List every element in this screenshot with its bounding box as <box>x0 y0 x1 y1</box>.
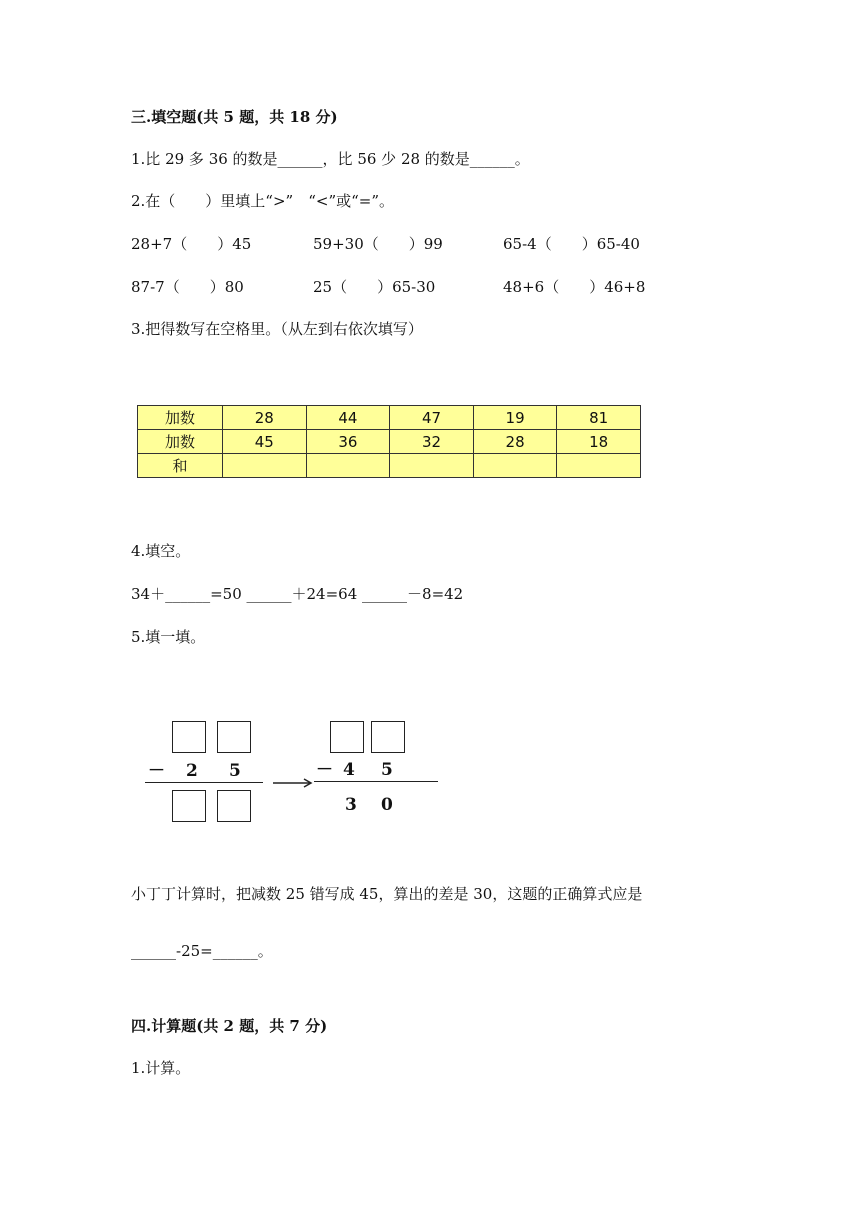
table-row <box>138 454 641 478</box>
answer-cell[interactable] <box>390 454 474 478</box>
answer-cell[interactable] <box>223 454 307 478</box>
digit-box[interactable] <box>217 721 251 753</box>
digit: 3 <box>345 795 357 815</box>
section-4-title: 四.计算题(共 2 题，共 7 分) <box>131 1017 328 1035</box>
digit: 0 <box>381 795 393 815</box>
section-3-title: 三.填空题(共 5 题，共 18 分) <box>131 108 338 126</box>
minus-sign: － <box>148 761 165 781</box>
digit-box[interactable] <box>330 721 364 753</box>
sum-line <box>314 781 438 782</box>
question-5-prompt: 5.填一填。 <box>131 628 206 646</box>
table-cell: 32 <box>390 430 474 454</box>
table-cell: 28 <box>473 430 557 454</box>
question-4-prompt: 4.填空。 <box>131 542 191 560</box>
table-cell: 45 <box>223 430 307 454</box>
compare-item: 48+6（ ）46+8 <box>503 278 646 296</box>
digit-box[interactable] <box>371 721 405 753</box>
compare-item: 87-7（ ）80 <box>131 278 244 296</box>
question-3-prompt: 3.把得数写在空格里。（从左到右依次填写） <box>131 320 423 338</box>
question-5-story: 小丁丁计算时，把减数 25 错写成 45，算出的差是 30，这题的正确算式应是 <box>131 885 643 903</box>
table-row-label: 加数 <box>138 406 223 430</box>
table-row <box>138 430 641 454</box>
right-arrow-icon <box>272 777 314 789</box>
table-row-label: 和 <box>138 454 223 478</box>
digit-box[interactable] <box>172 790 206 822</box>
answer-cell[interactable] <box>473 454 557 478</box>
table-cell: 81 <box>557 406 641 430</box>
table-row <box>138 406 641 430</box>
answer-cell[interactable] <box>306 454 390 478</box>
question-1: 1.比 29 多 36 的数是______，比 56 少 28 的数是______。 <box>131 150 530 168</box>
table-row-label: 加数 <box>138 430 223 454</box>
question-5-answer-line: ______-25=______。 <box>131 942 273 960</box>
digit: 4 <box>343 760 355 780</box>
table-cell: 44 <box>306 406 390 430</box>
table-cell: 28 <box>223 406 307 430</box>
table-cell: 47 <box>390 406 474 430</box>
compare-item: 25（ ）65-30 <box>313 278 436 296</box>
answer-cell[interactable] <box>557 454 641 478</box>
sum-table <box>137 405 641 478</box>
table-cell: 18 <box>557 430 641 454</box>
sum-line <box>145 782 263 783</box>
digit: 2 <box>186 761 198 781</box>
compare-item: 59+30（ ）99 <box>313 235 443 253</box>
compare-item: 65-4（ ）65-40 <box>503 235 640 253</box>
question-2-prompt: 2.在（ ）里填上“>” “<”或“=”。 <box>131 192 395 210</box>
table-cell: 36 <box>306 430 390 454</box>
digit-box[interactable] <box>172 721 206 753</box>
question-4-line: 34＋______=50 ______＋24=64 ______－8=42 <box>131 585 464 603</box>
digit-box[interactable] <box>217 790 251 822</box>
section-4-question-1: 1.计算。 <box>131 1059 191 1077</box>
digit: 5 <box>229 761 241 781</box>
compare-item: 28+7（ ）45 <box>131 235 252 253</box>
table-cell: 19 <box>473 406 557 430</box>
minus-sign: － <box>316 760 333 780</box>
digit: 5 <box>381 760 393 780</box>
